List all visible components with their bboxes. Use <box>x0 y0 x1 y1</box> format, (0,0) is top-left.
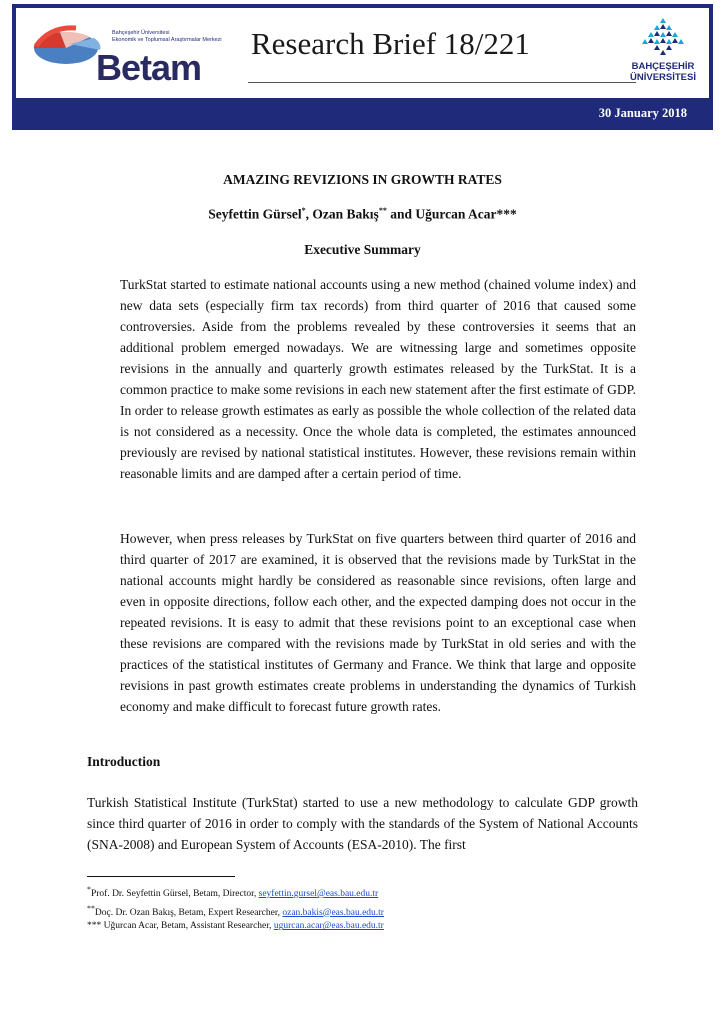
logo-subtitle <box>112 30 242 44</box>
author-2: , Ozan Bakış <box>305 206 379 222</box>
author-2-mark: ** <box>378 206 387 215</box>
footnote-2-mark: ** <box>87 903 95 913</box>
author-3: and Uğurcan Acar*** <box>386 206 517 222</box>
university-emblem-icon <box>641 16 685 56</box>
logo-subtitle-line2: Ekonomik ve Toplumsal Araştırmalar Merkezi <box>112 37 222 43</box>
report-title: Research Brief 18/221 <box>251 26 530 61</box>
footnote-divider <box>87 876 235 877</box>
footnote-3 <box>87 920 384 934</box>
title-underline <box>248 82 636 83</box>
introduction-paragraph: Turkish Statistical Institute (TurkStat) started to use a new methodology to calculate GDP growth since third quarter of 2016 in order to comply with the standards of the System of National Accounts (SNA-2008) and European System of Accounts (ESA-2010). The first <box>87 795 638 852</box>
footnote-3-email-link[interactable]: ugurcan.acar@eas.bau.edu.tr <box>273 921 384 932</box>
university-name-line2: ÜNİVERSİTESİ <box>630 72 696 83</box>
author-1-mark: * <box>301 206 306 215</box>
summary-paragraph-2: However, when press releases by TurkStat on five quarters between third quarter of 2016 and third quarter of 2017 are examined, it is observed that the revisions made by TurkStat in the national accounts might hardly be considered as reasonable since revisions, often large and even in opposite directions, follow each other, and the expected damping does not occur in the repeated revisions. It is easy to admit that these revisions point to an exceptional case when these revisions are compared with the revisions made by TurkStat in old series and with the practices of the statistical institutes of Germany and France. We think that large and opposite revisions in past growth estimates create problems in understanding the dynamics of Turkish economy and make difficult to forecast future growth rates. <box>120 531 636 714</box>
footnote-1-email-link[interactable]: seyfettin.gursel@eas.bau.edu.tr <box>258 889 379 900</box>
header-band <box>16 98 709 126</box>
footnote-2-text: Doç. Dr. Ozan Bakış, Betam, Expert Researcher, <box>94 907 283 918</box>
author-1: Seyfettin Gürsel <box>208 206 302 222</box>
footnote-1-mark: * <box>87 885 91 894</box>
footnote-3-mark: *** <box>87 921 104 932</box>
university-logo <box>627 16 699 96</box>
summary-paragraph-1: TurkStat started to estimate national accounts using a new method (chained volume index) and new data sets (especially firm tax records) from third quarter of 2016 that caused some controversies. Aside from the problems revealed by these controversies it seems that an additional problem emerged nowadays. We are witnessing large and sometimes opposite revisions in the annually and quarterly growth estimates released by the TurkStat. It is a common practice to make some revisions in each new statement after the first estimate of GDP. In order to release growth estimates as early as possible the whole collection of the related data is not considered as a necessity. Once the whole data is completed, the estimates announced previously are revised by national statistical institutes. However, these revisions remain within reasonable limits and are damped after a certain period of time. <box>120 277 636 481</box>
introduction-heading: Introduction <box>87 754 161 769</box>
footnote-2 <box>87 902 384 921</box>
footnote-1 <box>87 883 384 902</box>
footnote-3-text: Uğurcan Acar, Betam, Assistant Researcher, <box>103 921 274 932</box>
executive-summary-heading: Executive Summary <box>304 242 421 257</box>
publication-date: 30 January 2018 <box>598 106 687 120</box>
footnotes <box>87 883 384 934</box>
logo-subtitle-line1: Bahçeşehir Üniversitesi <box>112 30 170 36</box>
footnote-2-email-link[interactable]: ozan.bakis@eas.bau.edu.tr <box>282 907 384 918</box>
logo-wordmark: Betam <box>96 47 202 88</box>
author-line <box>87 206 638 223</box>
university-name-line1: BAHÇEŞEHİR <box>631 61 695 72</box>
document-title: AMAZING REVIZIONS IN GROWTH RATES <box>223 172 502 187</box>
report-header <box>12 4 713 130</box>
betam-logo <box>30 14 240 94</box>
footnote-1-text: Prof. Dr. Seyfettin Gürsel, Betam, Director, <box>90 889 259 900</box>
